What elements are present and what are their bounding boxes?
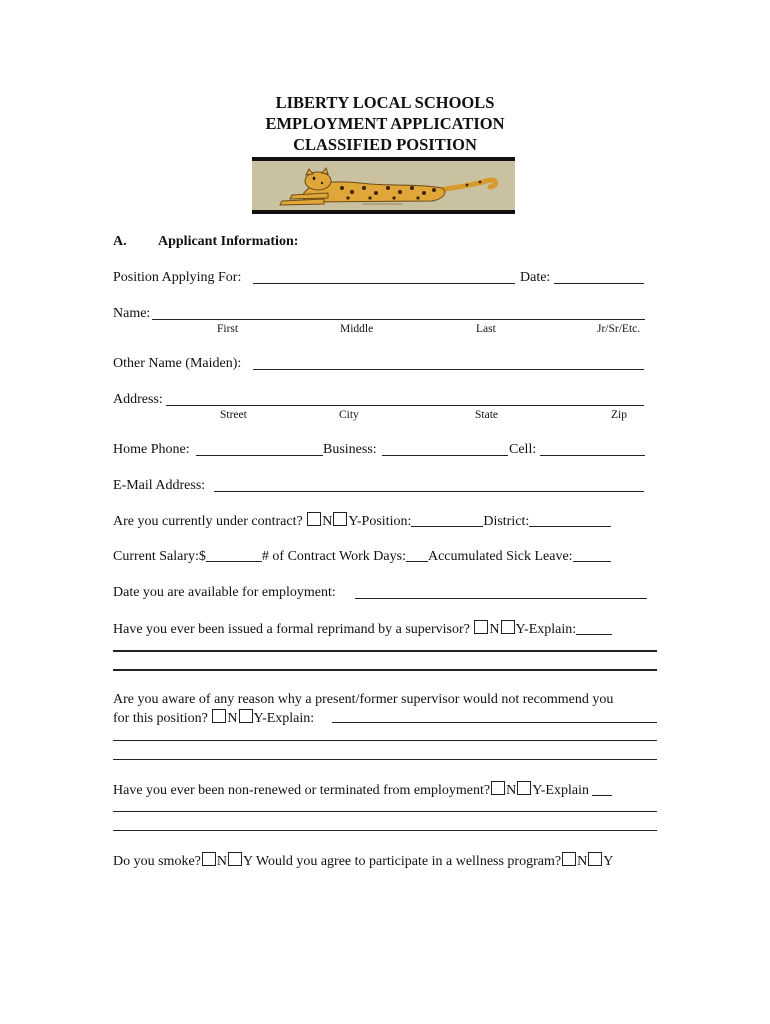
name-suffix-caption: Jr/Sr/Etc. xyxy=(597,323,641,335)
home-phone-label: Home Phone: xyxy=(113,442,190,457)
terminated-question xyxy=(113,781,612,799)
contract-y-position-label: Y-Position: xyxy=(348,514,412,529)
name-last-caption: Last xyxy=(476,323,496,335)
address-state-caption: State xyxy=(475,409,498,421)
email-input[interactable] xyxy=(214,491,644,492)
salary-input[interactable] xyxy=(206,548,262,562)
document-title xyxy=(0,92,770,155)
aware-y-explain-label: Y-Explain: xyxy=(253,711,315,726)
reprimand-y-explain-label: Y-Explain: xyxy=(515,622,577,637)
address-label: Address: xyxy=(113,392,163,407)
name-first-caption: First xyxy=(217,323,239,335)
terminated-y-explain-label: Y-Explain xyxy=(532,783,589,798)
available-input[interactable] xyxy=(355,598,647,599)
terminated-explain-line-2[interactable] xyxy=(113,811,657,812)
date-input[interactable] xyxy=(554,283,644,284)
business-phone-label: Business: xyxy=(323,442,377,457)
contract-n-checkbox[interactable] xyxy=(307,512,321,526)
position-input[interactable] xyxy=(253,283,515,284)
contract-days-label: # of Contract Work Days: xyxy=(261,549,406,564)
smoke-y-checkbox[interactable] xyxy=(228,852,242,866)
smoke-question xyxy=(113,852,613,870)
title-line-3: CLASSIFIED POSITION xyxy=(293,135,477,154)
terminated-question-text: Have you ever been non-renewed or terminated from employment? xyxy=(113,783,491,798)
aware-explain-line-2[interactable] xyxy=(113,740,657,741)
wellness-n-label: N xyxy=(577,854,588,869)
aware-question-text: for this position? xyxy=(113,711,208,726)
district-label: District: xyxy=(483,514,530,529)
reprimand-n-label: N xyxy=(489,622,500,637)
other-name-label: Other Name (Maiden): xyxy=(113,356,242,371)
leopard-logo-icon xyxy=(252,157,515,214)
terminated-y-checkbox[interactable] xyxy=(517,781,531,795)
title-line-2: EMPLOYMENT APPLICATION xyxy=(265,114,505,133)
cell-phone-label: Cell: xyxy=(509,442,537,457)
date-label: Date: xyxy=(520,270,551,285)
wellness-y-checkbox[interactable] xyxy=(588,852,602,866)
smoke-question-text: Do you smoke? xyxy=(113,854,201,869)
contract-n-label: N xyxy=(322,514,333,529)
salary-row xyxy=(113,548,611,565)
wellness-n-checkbox[interactable] xyxy=(562,852,576,866)
sick-leave-input[interactable] xyxy=(573,548,611,562)
aware-question-line-1: Are you aware of any reason why a present/former supervisor would not recommend you xyxy=(113,692,614,707)
wellness-y-label: Y xyxy=(603,854,614,869)
terminated-explain-input[interactable] xyxy=(592,782,612,796)
aware-explain-line-3[interactable] xyxy=(113,759,657,760)
aware-n-label: N xyxy=(227,711,238,726)
terminated-n-checkbox[interactable] xyxy=(491,781,505,795)
other-name-input[interactable] xyxy=(253,369,644,370)
aware-n-checkbox[interactable] xyxy=(212,709,226,723)
reprimand-question-text: Have you ever been issued a formal reprimand by a supervisor? xyxy=(113,622,470,637)
reprimand-explain-line-3[interactable] xyxy=(113,669,657,671)
cell-phone-input[interactable] xyxy=(540,455,645,456)
business-phone-input[interactable] xyxy=(382,455,508,456)
reprimand-n-checkbox[interactable] xyxy=(474,620,488,634)
district-input[interactable] xyxy=(529,513,611,527)
smoke-n-checkbox[interactable] xyxy=(202,852,216,866)
aware-y-checkbox[interactable] xyxy=(239,709,253,723)
home-phone-input[interactable] xyxy=(196,455,323,456)
name-input[interactable] xyxy=(152,319,645,320)
address-city-caption: City xyxy=(339,409,359,421)
terminated-explain-line-3[interactable] xyxy=(113,830,657,831)
contract-question-text: Are you currently under contract? xyxy=(113,514,303,529)
contract-question xyxy=(113,512,611,530)
terminated-n-label: N xyxy=(506,783,517,798)
name-label: Name: xyxy=(113,306,151,321)
aware-explain-input[interactable] xyxy=(332,722,657,723)
reprimand-question xyxy=(113,620,612,638)
reprimand-explain-input[interactable] xyxy=(576,621,612,635)
section-letter: A. xyxy=(113,234,127,249)
address-street-caption: Street xyxy=(220,409,247,421)
aware-question-line-2 xyxy=(113,709,314,727)
position-label: Position Applying For: xyxy=(113,270,242,285)
address-zip-caption: Zip xyxy=(611,409,627,421)
address-input[interactable] xyxy=(166,405,644,406)
smoke-n-label: N xyxy=(216,854,228,869)
wellness-question-text: Y Would you agree to participate in a wellness program? xyxy=(243,854,562,869)
email-label: E-Mail Address: xyxy=(113,478,206,493)
contract-days-input[interactable] xyxy=(406,548,428,562)
reprimand-y-checkbox[interactable] xyxy=(501,620,515,634)
contract-position-input[interactable] xyxy=(411,513,483,527)
contract-y-checkbox[interactable] xyxy=(333,512,347,526)
salary-label: Current Salary:$ xyxy=(113,549,206,564)
name-middle-caption: Middle xyxy=(340,323,374,335)
section-title: Applicant Information: xyxy=(158,234,299,249)
sick-leave-label: Accumulated Sick Leave: xyxy=(427,549,573,564)
available-label: Date you are available for employment: xyxy=(113,585,336,600)
title-line-1: LIBERTY LOCAL SCHOOLS xyxy=(275,93,495,112)
reprimand-explain-line-2[interactable] xyxy=(113,650,657,652)
